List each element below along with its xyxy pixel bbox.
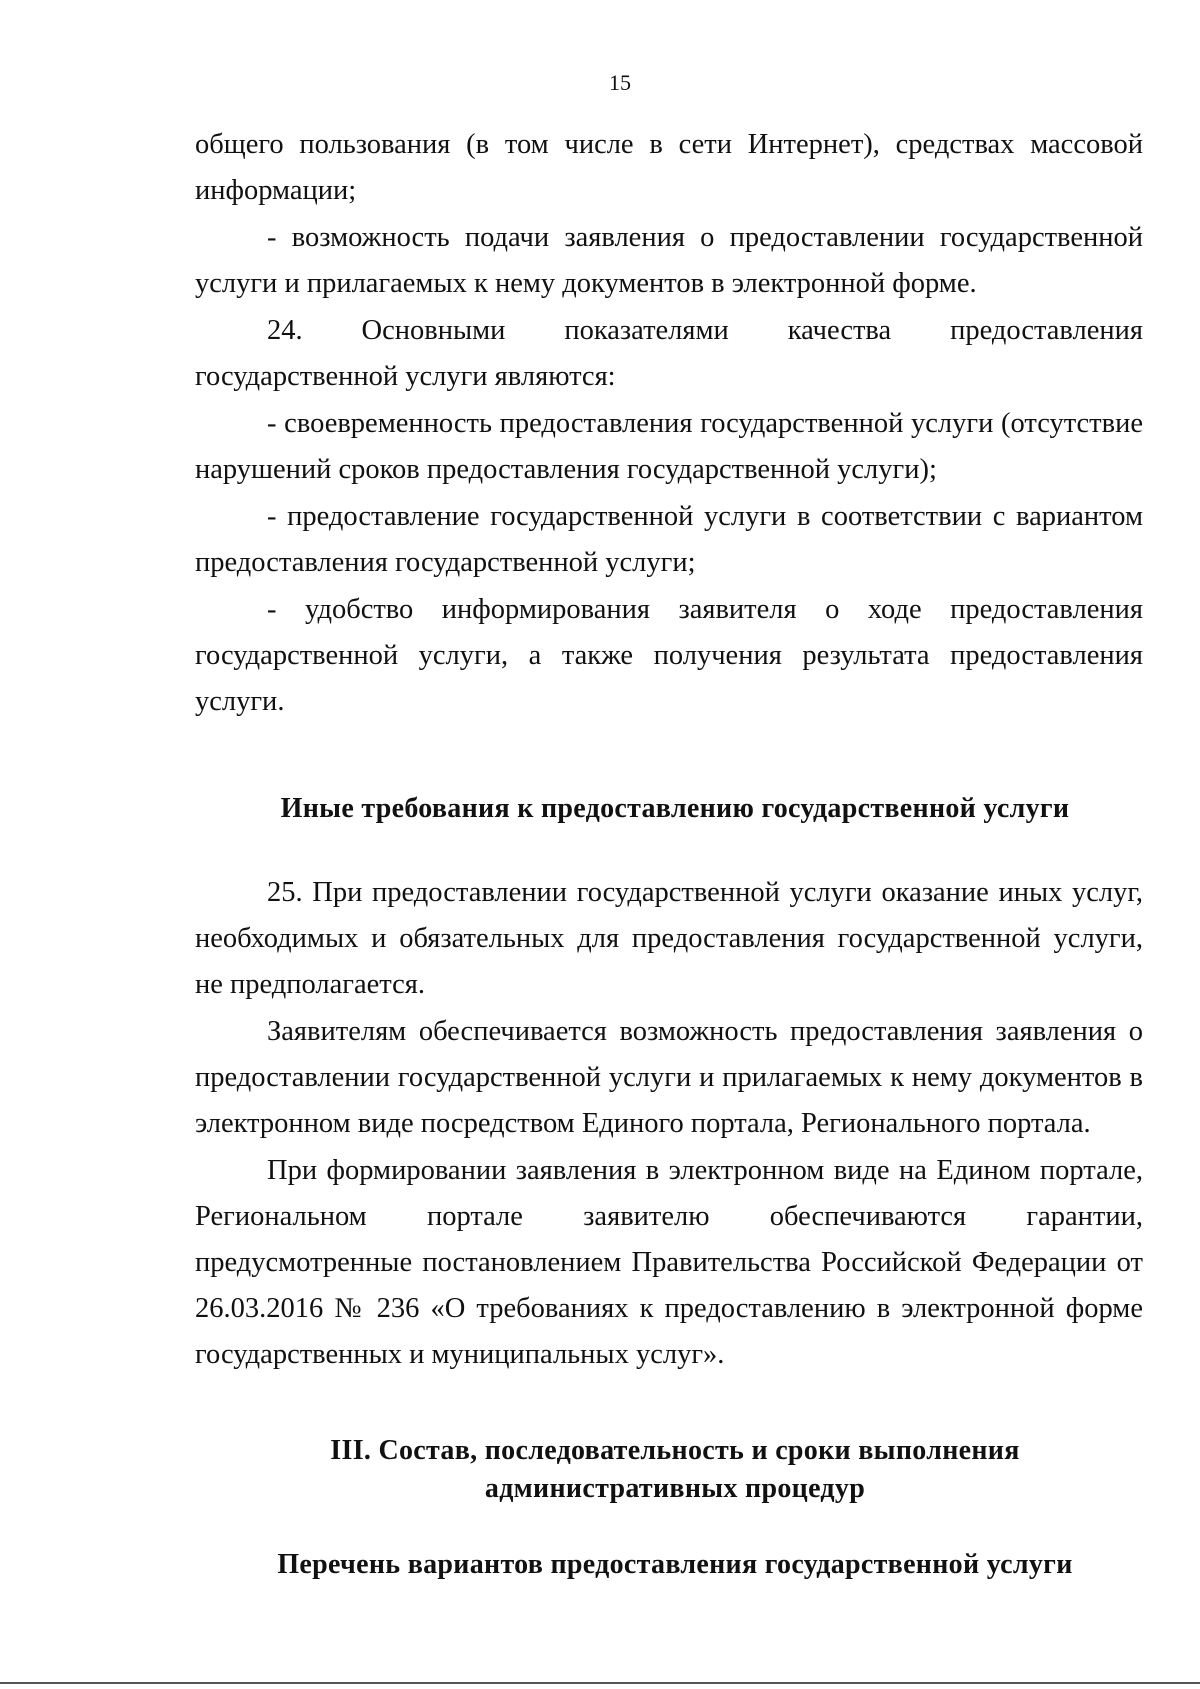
paragraph-applicants-ability: Заявителям обеспечивается возможность предоставления заявления о предоставлении государственной услуги и прилагаемых к нему документов в электронном виде посредством Единого портала, Регионального портала. bbox=[195, 1016, 1143, 1139]
paragraph-convenience: - удобство информирования заявителя о ходе предоставления государственной услуги, а также получения результата предоставления услуги. bbox=[195, 594, 1143, 717]
paragraph-variant-compliance: - предоставление государственной услуги в соответствии с вариантом предоставления государственной услуги; bbox=[195, 501, 1143, 578]
paragraph-timeliness: - своевременность предоставления государственной услуги (отсутствие нарушений сроков предоставления государственной услуги); bbox=[195, 408, 1143, 485]
paragraph-public-access: общего пользования (в том числе в сети Интернет), средствах массовой информации; bbox=[195, 129, 1143, 206]
page-number: 15 bbox=[609, 70, 631, 95]
section-heading-iii bbox=[195, 1432, 1155, 1508]
paragraph-item-25: 25. При предоставлении государственной услуги оказание иных услуг, необходимых и обязательных для предоставления государственной услуги, не предполагается. bbox=[195, 877, 1143, 1000]
paragraph-guarantees: При формировании заявления в электронном виде на Едином портале, Региональном портале заявителю обеспечиваются гарантии, предусмотренные постановлением Правительства Российской Федерации от 26.03.2016 № 236 «О требованиях к предоставлению в электронной форме государственных и муниципальных услуг». bbox=[195, 1155, 1143, 1370]
paragraph-item-24: 24. Основными показателями качества предоставления государственной услуги являются: bbox=[195, 315, 1143, 392]
heading-variants-list: Перечень вариантов предоставления государственной услуги bbox=[277, 1549, 1073, 1580]
scan-bottom-edge-line bbox=[0, 1682, 1200, 1684]
section-heading-line-2: административных процедур bbox=[484, 1473, 866, 1504]
paragraph-electronic-submission: - возможность подачи заявления о предоставлении государственной услуги и прилагаемых к нему документов в электронной форме. bbox=[195, 222, 1143, 299]
section-heading-line-1: III. Состав, последовательность и сроки выполнения bbox=[330, 1435, 1020, 1466]
text-block-bottom bbox=[195, 870, 1143, 1378]
heading-other-requirements: Иные требования к предоставлению государственной услуги bbox=[280, 793, 1070, 824]
text-block-top bbox=[195, 122, 1143, 725]
